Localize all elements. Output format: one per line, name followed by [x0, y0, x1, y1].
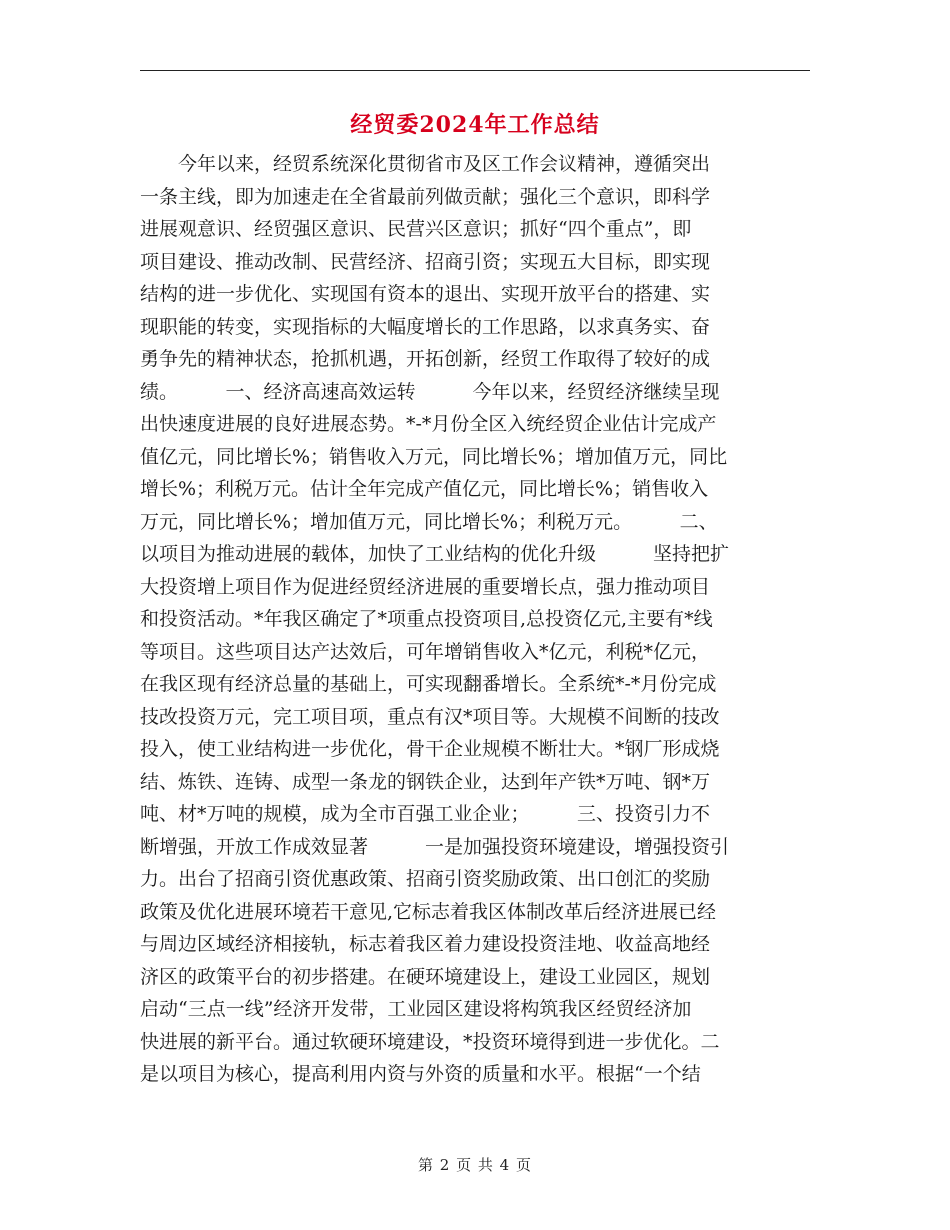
body-line: 项目建设、推动改制、民营经济、招商引资；实现五大目标，即实现 [140, 250, 711, 273]
document-body [140, 148, 810, 1091]
body-line: 断增强，开放工作成效显著 一是加强投资环境建设，增强投资引 [140, 835, 730, 858]
body-line: 在我区现有经济总量的基础上，可实现翻番增长。全系统*-*月份完成 [140, 673, 717, 695]
body-line: 和投资活动。*年我区确定了*项重点投资项目,总投资亿元,主要有*线 [140, 608, 713, 630]
body-line: 出快速度进展的良好进展态势。*-*月份全区入统经贸企业估计完成产 [140, 413, 717, 435]
body-line: 结构的进一步优化、实现国有资本的退出、实现开放平台的搭建、实 [140, 283, 711, 305]
body-line: 力。出台了招商引资优惠政策、招商引资奖励政策、出口创汇的奖励 [140, 868, 711, 890]
body-line: 今年以来，经贸系统深化贯彻省市及区工作会议精神，遵循突出 [140, 153, 711, 175]
body-line: 政策及优化进展环境若干意见,它标志着我区体制改革后经济进展已经 [140, 900, 717, 923]
body-line: 启动“三点一线”经济开发带，工业园区建设将构筑我区经贸经济加 [140, 998, 692, 1020]
body-line: 大投资增上项目作为促进经贸经济进展的重要增长点，强力推动项目 [140, 575, 711, 598]
header-rule [140, 70, 810, 71]
body-line: 勇争先的精神状态，抢抓机遇，开拓创新，经贸工作取得了较好的成 [140, 348, 711, 370]
body-line: 与周边区域经济相接轨，标志着我区着力建设投资洼地、收益高地经 [140, 933, 711, 955]
body-line: 快进展的新平台。通过软硬环境建设，*投资环境得到进一步优化。二 [140, 1030, 720, 1053]
body-line: 值亿元，同比增长%；销售收入万元，同比增长%；增加值万元，同比 [140, 445, 728, 468]
body-line: 增长%；利税万元。估计全年完成产值亿元，同比增长%；销售收入 [140, 478, 709, 500]
body-line: 投入，使工业结构进一步优化，骨干企业规模不断壮大。*钢厂形成烧 [140, 738, 720, 760]
body-line: 万元，同比增长%；增加值万元，同比增长%；利税万元。 二、 [140, 510, 718, 533]
body-line: 吨、材*万吨的规模，成为全市百强工业企业； 三、投资引力不 [140, 803, 711, 825]
page-number: 第 2 页 共 4 页 [418, 1156, 532, 1174]
document-title: 经贸委2024年工作总结 [350, 112, 600, 138]
body-line: 结、炼铁、连铸、成型一条龙的钢铁企业，达到年产铁*万吨、钢*万 [140, 770, 711, 793]
body-line: 绩。 一、经济高速高效运转 今年以来，经贸经济继续呈现 [140, 380, 720, 403]
body-line: 进展观意识、经贸强区意识、民营兴区意识；抓好“四个重点”，即 [140, 218, 692, 240]
body-line: 现职能的转变，实现指标的大幅度增长的工作思路，以求真务实、奋 [140, 315, 711, 338]
body-line: 济区的政策平台的初步搭建。在硬环境建设上，建设工业园区，规划 [140, 965, 711, 988]
body-line: 以项目为推动进展的载体，加快了工业结构的优化升级 坚持把扩 [140, 543, 730, 565]
body-line: 技改投资万元，完工项目项，重点有汉*项目等。大规模不间断的技改 [140, 705, 720, 728]
body-line: 是以项目为核心，提高利用内资与外资的质量和水平。根据“一个结 [140, 1063, 701, 1085]
body-line: 一条主线，即为加速走在全省最前列做贡献；强化三个意识，即科学 [140, 185, 711, 208]
body-line: 等项目。这些项目达产达效后，可年增销售收入*亿元，利税*亿元， [140, 640, 711, 663]
